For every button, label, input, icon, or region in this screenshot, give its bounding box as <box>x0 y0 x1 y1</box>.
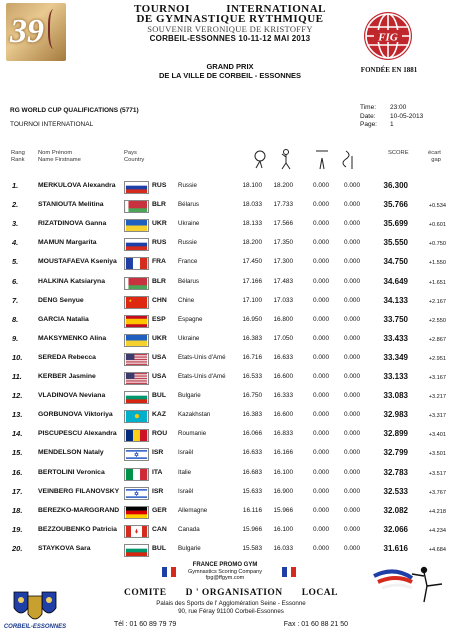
apparatus-score-3: 0.000 <box>313 334 329 342</box>
apparatus-score-4: 0.000 <box>344 353 360 361</box>
phone-number: Tél : 01 60 89 79 79 <box>114 621 177 628</box>
country-name: Etats-Unis d'Amé <box>178 353 226 361</box>
country-flag-icon <box>124 544 149 557</box>
country-name: Russie <box>178 239 197 247</box>
apparatus-score-4: 0.000 <box>344 392 360 400</box>
header-name: Nom Prénom Name Firstname <box>38 150 81 163</box>
athlete-name: PISCUPESCU Alexandra <box>38 430 117 438</box>
total-score: 33.349 <box>383 352 408 362</box>
apparatus-score-4: 0.000 <box>344 277 360 285</box>
logo-number: 39 <box>10 13 44 50</box>
country-code: USA <box>152 353 167 361</box>
rank: 3. <box>12 219 19 229</box>
apparatus-score-1: 15.966 <box>242 525 262 533</box>
country-name: Roumanie <box>178 430 207 438</box>
ribbon-icon <box>343 151 352 169</box>
country-name: Canada <box>178 525 200 533</box>
apparatus-score-3: 0.000 <box>313 277 329 285</box>
total-score: 31.616 <box>383 543 408 553</box>
table-row <box>0 293 457 311</box>
fig-logo-text: FIG <box>378 31 398 44</box>
table-row <box>0 388 457 406</box>
apparatus-score-2: 18.200 <box>273 182 293 189</box>
athlete-name: BEREZKO-MARGGRAND <box>38 506 120 514</box>
table-row <box>0 541 457 559</box>
apparatus-score-3: 0.000 <box>313 258 329 266</box>
comite-word-2: D ' ORGANISATION <box>185 588 283 598</box>
apparatus-score-4: 0.000 <box>344 258 360 266</box>
apparatus-score-1: 17.100 <box>242 296 262 304</box>
apparatus-score-1: 16.950 <box>242 315 262 323</box>
page-label: Page: <box>360 121 377 128</box>
country-flag-icon <box>124 296 149 309</box>
apparatus-score-4: 0.000 <box>344 525 360 533</box>
score-gap: +3.217 <box>428 394 446 401</box>
table-row <box>0 312 457 330</box>
rank: 10. <box>12 352 23 362</box>
rank: 2. <box>12 200 19 210</box>
total-score: 32.082 <box>383 505 408 515</box>
country-flag-icon <box>124 200 149 213</box>
apparatus-score-4: 0.000 <box>344 487 360 495</box>
country-code: BUL <box>152 392 166 400</box>
gymnast-silhouette-icon <box>48 9 62 49</box>
athlete-name: SEREDA Rebecca <box>38 353 96 361</box>
athlete-name: STANIOUTA Melitina <box>38 201 104 209</box>
table-row <box>0 331 457 349</box>
apparatus-score-3: 0.000 <box>313 506 329 514</box>
grand-prix-line-2: DE LA VILLE DE CORBEIL - ESSONNES <box>158 71 302 80</box>
country-name: Israël <box>178 449 194 457</box>
total-score: 33.433 <box>383 333 408 343</box>
score-gap: +3.401 <box>428 432 446 439</box>
country-name: France <box>178 258 198 266</box>
apparatus-score-1: 18.133 <box>242 220 262 228</box>
country-flag-icon <box>124 334 149 347</box>
table-row <box>0 426 457 444</box>
score-gap: +3.767 <box>428 489 446 496</box>
athlete-name: HALKINA Katsiaryna <box>38 277 105 285</box>
time-label: Time: <box>360 104 377 111</box>
apparatus-score-3: 0.000 <box>313 315 329 323</box>
rank: 15. <box>12 448 23 458</box>
apparatus-score-2: 17.300 <box>273 258 293 266</box>
country-name: Kazakhstan <box>178 411 211 419</box>
score-gap: +3.501 <box>428 451 446 458</box>
total-score: 34.649 <box>383 276 408 286</box>
apparatus-score-1: 16.533 <box>242 373 262 380</box>
apparatus-score-2: 16.900 <box>273 487 293 495</box>
apparatus-score-2: 17.483 <box>273 277 293 285</box>
date-value: 10-05-2013 <box>390 112 424 120</box>
table-row <box>0 369 457 387</box>
title-word-tournoi: TOURNOI <box>134 3 190 15</box>
apparatus-score-3: 0.000 <box>313 487 329 495</box>
score-gap: +2.867 <box>428 336 446 343</box>
country-name: Israël <box>178 487 194 495</box>
apparatus-score-3: 0.000 <box>313 392 329 400</box>
score-gap: +4.234 <box>428 527 446 534</box>
apparatus-score-4: 0.000 <box>344 334 360 342</box>
table-row <box>0 178 457 196</box>
athlete-name: VEINBERG FILANOVSKY <box>38 487 120 495</box>
score-gap: +2.167 <box>428 298 446 305</box>
apparatus-score-1: 16.383 <box>242 334 262 342</box>
apparatus-score-4: 0.000 <box>344 315 360 323</box>
apparatus-score-2: 16.600 <box>273 411 293 419</box>
apparatus-score-4: 0.000 <box>344 182 360 189</box>
table-row <box>0 445 457 463</box>
country-name: Bulgarie <box>178 392 201 400</box>
competition-subtitle: TOURNOI INTERNATIONAL <box>10 121 94 128</box>
promo-block <box>150 562 300 582</box>
score-gap: +3.517 <box>428 470 446 477</box>
rank: 12. <box>12 391 23 401</box>
country-name: Allemagne <box>178 506 208 514</box>
apparatus-score-1: 16.633 <box>242 449 262 457</box>
score-gap: +0.750 <box>428 241 446 248</box>
country-name: Espagne <box>178 315 203 323</box>
total-score: 32.783 <box>383 467 408 477</box>
score-gap: +2.951 <box>428 355 446 362</box>
country-name: Chine <box>178 296 195 304</box>
country-flag-icon <box>124 525 149 538</box>
score-gap: +1.651 <box>428 279 446 286</box>
address-line-2: 90, rue Féray 91100 Corbeil-Essonnes <box>178 607 284 615</box>
organising-committee <box>96 588 366 628</box>
apparatus-score-3: 0.000 <box>313 373 329 380</box>
apparatus-score-3: 0.000 <box>313 449 329 457</box>
apparatus-score-1: 15.633 <box>242 487 262 495</box>
country-name: Bulgarie <box>178 544 201 552</box>
apparatus-score-2: 17.050 <box>273 334 293 342</box>
title-line-2: DE GYMNASTIQUE RYTHMIQUE <box>136 13 324 25</box>
apparatus-icons <box>242 148 362 170</box>
country-code: BLR <box>152 277 166 285</box>
apparatus-score-2: 16.166 <box>273 449 293 457</box>
promo-subtitle: Gymnastics Scoring Company <box>188 568 262 575</box>
score-gap: +3.317 <box>428 413 446 420</box>
corbeil-crest-icon <box>6 590 64 624</box>
rank: 17. <box>12 486 23 496</box>
apparatus-score-3: 0.000 <box>313 544 329 552</box>
rank: 6. <box>12 276 19 286</box>
time-value: 23:00 <box>390 104 407 111</box>
apparatus-score-4: 0.000 <box>344 544 360 552</box>
athlete-name: STAYKOVA Sara <box>38 544 91 552</box>
score-gap: +4.684 <box>428 546 446 553</box>
total-score: 35.766 <box>383 200 408 210</box>
country-code: BLR <box>152 201 166 209</box>
apparatus-score-1: 18.100 <box>242 182 262 189</box>
rank: 11. <box>12 372 22 381</box>
apparatus-score-1: 15.583 <box>242 544 262 552</box>
table-row <box>0 350 457 368</box>
country-flag-icon <box>124 506 149 519</box>
fig-founded: FONDÉE EN 1881 <box>360 66 418 74</box>
country-name: Ukraine <box>178 334 200 342</box>
apparatus-score-1: 16.383 <box>242 411 262 419</box>
score-gap: +0.601 <box>428 222 446 229</box>
apparatus-score-4: 0.000 <box>344 411 360 419</box>
fig-globe-logo <box>362 10 414 62</box>
total-score: 33.133 <box>383 372 408 381</box>
country-flag-icon <box>124 410 149 423</box>
score-gap: +3.167 <box>428 375 446 381</box>
total-score: 34.750 <box>383 257 408 267</box>
country-flag-icon <box>124 429 149 442</box>
header-score: SCORE <box>388 150 409 156</box>
country-name: Bélarus <box>178 277 199 285</box>
rank: 19. <box>12 524 23 534</box>
apparatus-score-4: 0.000 <box>344 468 360 476</box>
apparatus-score-2: 15.966 <box>273 506 293 514</box>
rank: 18. <box>12 505 23 515</box>
table-row <box>0 216 457 234</box>
country-code: ISR <box>152 449 164 457</box>
header-country: Pays Country <box>124 150 145 163</box>
rank: 20. <box>12 543 23 553</box>
table-row <box>0 465 457 483</box>
header-rank: Rang Rank <box>11 150 25 163</box>
athlete-name: RIZATDINOVA Ganna <box>38 220 107 228</box>
comite-word-3: LOCAL <box>301 588 338 598</box>
country-code: RUS <box>152 239 167 247</box>
apparatus-score-1: 18.033 <box>242 201 262 209</box>
table-row <box>0 235 457 253</box>
country-code: ESP <box>152 315 166 323</box>
table-row <box>0 407 457 425</box>
table-row <box>0 197 457 215</box>
athlete-name: MAMUN Margarita <box>38 239 97 247</box>
apparatus-score-4: 0.000 <box>344 373 360 380</box>
apparatus-score-1: 16.116 <box>242 506 262 514</box>
apparatus-score-2: 17.566 <box>273 220 293 228</box>
rank: 16. <box>12 467 23 477</box>
score-gap: +4.218 <box>428 508 446 515</box>
country-name: Russie <box>178 182 197 189</box>
apparatus-score-3: 0.000 <box>313 220 329 228</box>
ball-icon <box>282 150 290 170</box>
country-flag-icon <box>124 353 149 366</box>
athlete-name: GORBUNOVA Viktoriya <box>38 411 113 419</box>
country-name: Italie <box>178 468 192 476</box>
country-code: KAZ <box>152 411 166 419</box>
rank: 9. <box>12 333 19 343</box>
total-score: 32.066 <box>383 524 408 534</box>
country-flag-icon <box>124 487 149 500</box>
promo-title: FRANCE PROMO GYM <box>192 562 258 568</box>
country-code: RUS <box>152 182 167 189</box>
country-flag-icon <box>124 372 149 385</box>
apparatus-score-2: 16.600 <box>273 373 293 380</box>
score-gap: +2.550 <box>428 317 446 324</box>
table-row <box>0 274 457 292</box>
total-score: 32.533 <box>383 486 408 496</box>
apparatus-score-2: 17.033 <box>273 296 293 304</box>
country-name: Ukraine <box>178 220 200 228</box>
total-score: 36.300 <box>383 181 408 190</box>
apparatus-score-2: 16.100 <box>273 468 293 476</box>
total-score: 32.799 <box>383 448 408 458</box>
apparatus-score-1: 18.200 <box>242 239 262 247</box>
country-code: CHN <box>152 296 167 304</box>
country-code: UKR <box>152 334 167 342</box>
apparatus-score-4: 0.000 <box>344 201 360 209</box>
athlete-name: BERTOLINI Veronica <box>38 468 105 476</box>
apparatus-score-3: 0.000 <box>313 201 329 209</box>
country-flag-icon <box>124 257 149 270</box>
gymnast-ribbon-icon <box>372 562 447 612</box>
apparatus-score-2: 16.100 <box>273 525 293 533</box>
athlete-name: GARCIA Natalia <box>38 315 89 323</box>
promo-email[interactable]: fpg@ffgym.com <box>205 575 245 581</box>
svg-text:★: ★ <box>128 297 133 303</box>
meta-info <box>360 104 423 130</box>
country-name: Bélarus <box>178 201 199 209</box>
total-score: 35.699 <box>383 219 408 229</box>
apparatus-score-2: 16.633 <box>273 353 293 361</box>
score-gap: +0.534 <box>428 203 446 210</box>
country-code: BUL <box>152 544 166 552</box>
athlete-name: MERKULOVA Alexandra <box>38 182 116 189</box>
country-flag-icon <box>124 468 149 481</box>
rank: 7. <box>12 295 19 305</box>
apparatus-score-4: 0.000 <box>344 220 360 228</box>
country-flag-icon <box>124 391 149 404</box>
country-name: Etats-Unis d'Amé <box>178 373 226 380</box>
apparatus-score-2: 16.833 <box>273 430 293 438</box>
athlete-name: KERBER Jasmine <box>38 373 96 380</box>
total-score: 33.750 <box>383 314 408 324</box>
corbeil-label: CORBEIL-ESSONNES <box>3 624 67 630</box>
country-code: FRA <box>152 258 166 266</box>
table-row <box>0 522 457 540</box>
clubs-icon <box>316 151 328 169</box>
country-flag-icon <box>124 181 149 194</box>
grand-prix-title <box>120 62 340 80</box>
comite-word-1: COMITE <box>124 588 167 598</box>
apparatus-score-1: 16.066 <box>242 430 262 438</box>
apparatus-score-3: 0.000 <box>313 182 329 189</box>
total-score: 32.983 <box>383 410 408 420</box>
apparatus-score-4: 0.000 <box>344 449 360 457</box>
table-row <box>0 503 457 521</box>
apparatus-score-3: 0.000 <box>313 239 329 247</box>
apparatus-score-4: 0.000 <box>344 296 360 304</box>
apparatus-score-4: 0.000 <box>344 506 360 514</box>
apparatus-score-4: 0.000 <box>344 430 360 438</box>
title-line-3: SOUVENIR VERONIQUE DE KRISTOFFY <box>147 24 313 34</box>
date-label: Date: <box>360 112 376 120</box>
athlete-name: VLADINOVA Neviana <box>38 392 106 400</box>
athlete-name: DENG Senyue <box>38 296 84 304</box>
country-flag-icon <box>124 448 149 461</box>
table-row <box>0 484 457 502</box>
tournament-title <box>110 4 350 44</box>
total-score: 34.133 <box>383 295 408 305</box>
apparatus-score-3: 0.000 <box>313 411 329 419</box>
country-code: USA <box>152 373 167 380</box>
apparatus-score-3: 0.000 <box>313 296 329 304</box>
country-code: ROU <box>152 430 168 438</box>
apparatus-score-3: 0.000 <box>313 353 329 361</box>
total-score: 32.899 <box>383 429 408 439</box>
apparatus-score-1: 16.750 <box>242 392 262 400</box>
rank: 8. <box>12 314 19 324</box>
fax-number: Fax : 01 60 88 21 50 <box>283 621 348 628</box>
title-dates: CORBEIL-ESSONNES 10-11-12 MAI 2013 <box>149 34 311 43</box>
hoop-icon <box>255 151 265 168</box>
apparatus-score-1: 16.716 <box>242 353 262 361</box>
header-gap: écart gap <box>428 150 441 163</box>
apparatus-score-2: 16.333 <box>273 392 293 400</box>
country-flag-icon <box>124 315 149 328</box>
address-line-1: Palais des Sports de l' Agglomération Seine - Essonne <box>156 600 306 607</box>
country-code: GER <box>152 506 167 514</box>
rank: 14. <box>12 429 23 439</box>
tournament-logo <box>6 3 66 61</box>
apparatus-score-2: 16.800 <box>273 315 293 323</box>
athlete-name: MENDELSON Nataly <box>38 449 104 457</box>
rank: 1. <box>12 181 19 190</box>
country-code: ISR <box>152 487 164 495</box>
athlete-name: MAKSYMENKO Alina <box>38 334 107 342</box>
apparatus-score-2: 17.350 <box>273 239 293 247</box>
apparatus-score-3: 0.000 <box>313 468 329 476</box>
apparatus-score-2: 17.733 <box>273 201 293 209</box>
apparatus-score-4: 0.000 <box>344 239 360 247</box>
apparatus-score-1: 16.683 <box>242 468 262 476</box>
country-code: CAN <box>152 525 167 533</box>
apparatus-score-3: 0.000 <box>313 525 329 533</box>
rank: 5. <box>12 257 19 267</box>
score-gap: +1.550 <box>428 260 446 267</box>
apparatus-score-1: 17.166 <box>242 277 262 285</box>
page-value: 1 <box>390 121 394 128</box>
country-flag-icon <box>124 219 149 232</box>
apparatus-score-2: 16.033 <box>273 544 293 552</box>
table-row <box>0 254 457 272</box>
country-code: ITA <box>152 468 163 476</box>
total-score: 35.550 <box>383 238 408 248</box>
athlete-name: BEZZOUBENKO Patricia <box>38 525 117 533</box>
competition-name: RG WORLD CUP QUALIFICATIONS (5771) <box>10 107 139 114</box>
total-score: 33.083 <box>383 391 408 401</box>
country-code: UKR <box>152 220 167 228</box>
title-word-international: INTERNATIONAL <box>226 3 326 15</box>
rank: 4. <box>12 238 19 248</box>
country-flag-icon <box>124 277 149 290</box>
apparatus-score-3: 0.000 <box>313 430 329 438</box>
country-flag-icon <box>124 238 149 251</box>
apparatus-score-1: 17.450 <box>242 258 262 266</box>
grand-prix-line-1: GRAND PRIX <box>206 62 254 71</box>
rank: 13. <box>12 410 23 420</box>
athlete-name: MOUSTAFAEVA Kseniya <box>38 258 117 266</box>
